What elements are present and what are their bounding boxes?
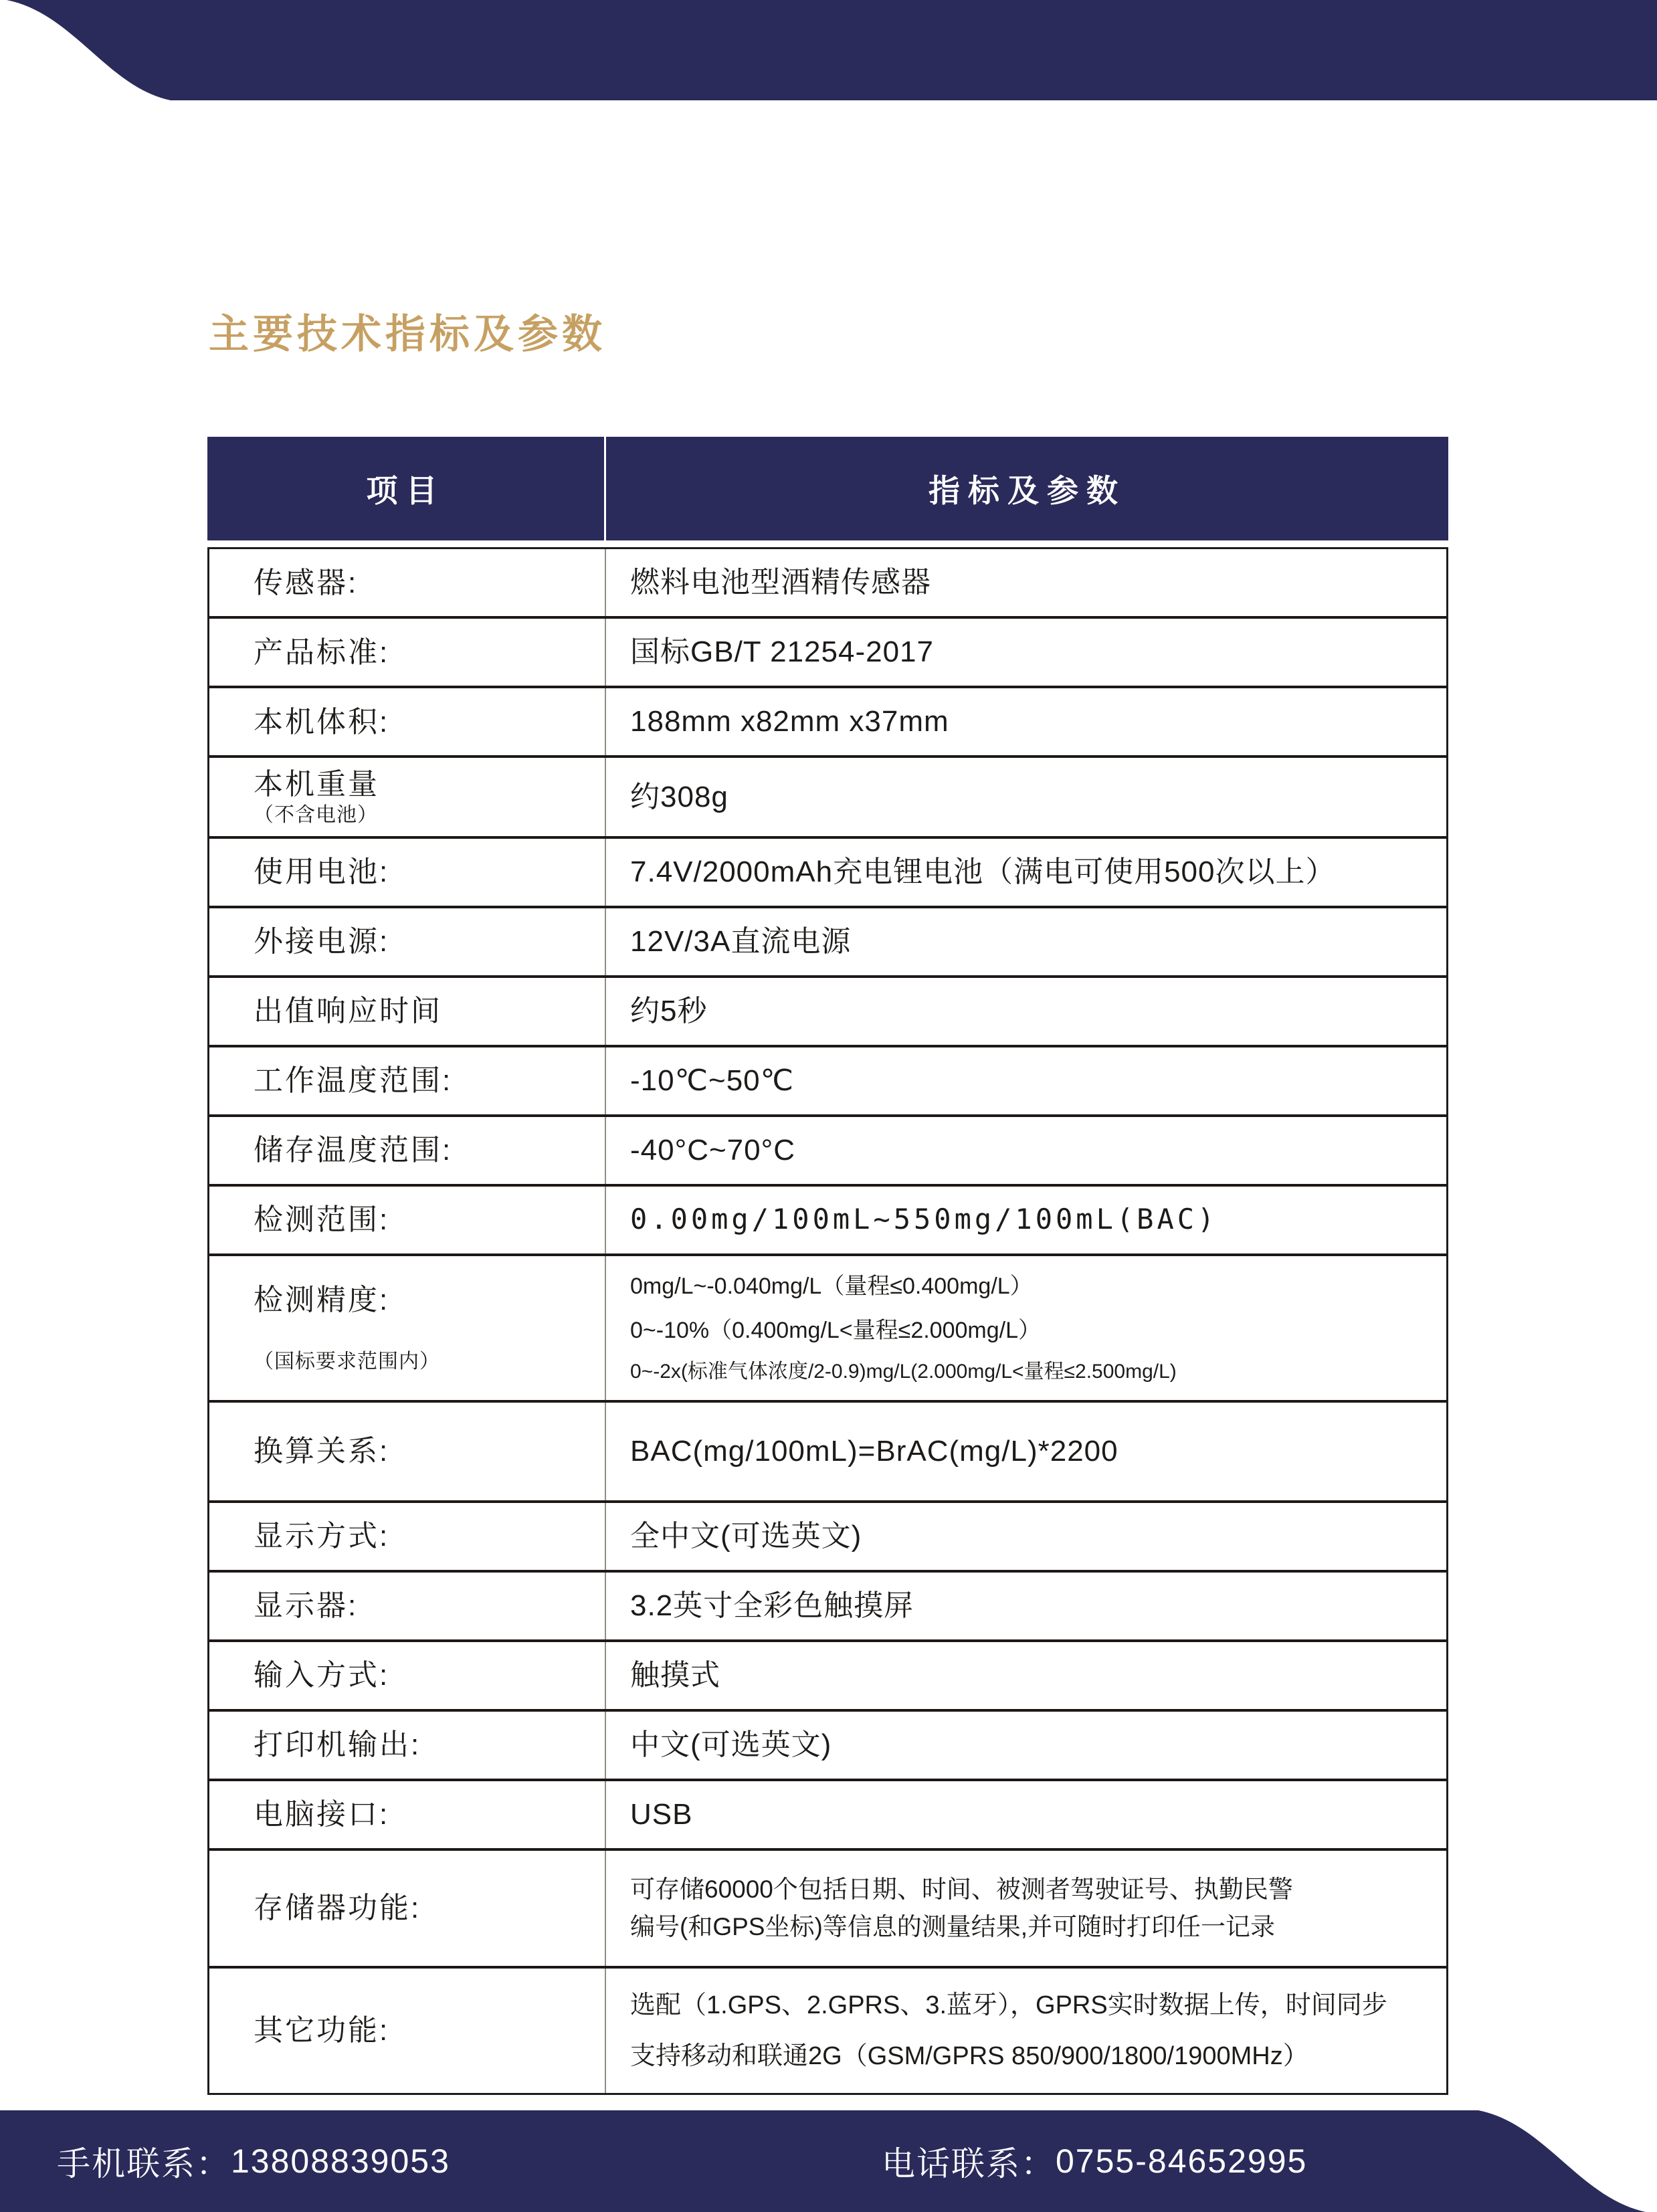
row-label <box>209 1503 606 1570</box>
row-value-line: 0.00mg/100mL~550mg/100mL(BAC) <box>630 1203 1218 1236</box>
row-label-text: 工作温度范围: <box>254 1064 453 1097</box>
row-value-line: 12V/3A直流电源 <box>630 924 852 958</box>
mobile-contact <box>57 2110 450 2212</box>
row-value-line: 选配（1.GPS、2.GPRS、3.蓝牙），GPRS实时数据上传，时间同步 <box>630 1991 1387 2019</box>
table-row <box>209 619 1446 688</box>
table-row <box>209 688 1446 758</box>
row-value-line: 约308g <box>630 780 728 813</box>
row-label-text: 其它功能: <box>254 2014 390 2047</box>
table-row <box>209 758 1446 839</box>
row-value <box>606 1851 1446 1966</box>
row-value <box>606 1256 1446 1400</box>
table-row <box>209 978 1446 1047</box>
row-value-line: 0~-2x(标准气体浓度/2-0.9)mg/L(2.000mg/L<量程≤2.500mg/L) <box>630 1361 1177 1383</box>
row-value-line: USB <box>630 1797 693 1831</box>
row-value-line: 燃料电池型酒精传感器 <box>630 566 931 599</box>
row-label <box>209 619 606 686</box>
row-value <box>606 758 1446 836</box>
row-value-line: 触摸式 <box>630 1658 720 1692</box>
row-label <box>209 1117 606 1184</box>
row-value-line: 0~-10%（0.400mg/L<量程≤2.000mg/L） <box>630 1317 1041 1343</box>
row-label <box>209 978 606 1045</box>
table-row <box>209 1781 1446 1851</box>
mobile-contact-number: 13808839053 <box>231 2142 450 2180</box>
mobile-contact-label: 手机联系： <box>57 2145 231 2183</box>
table-body <box>207 547 1448 2095</box>
row-label-text: 显示方式: <box>254 1520 390 1553</box>
row-label <box>209 1781 606 1848</box>
table-header-row <box>207 437 1448 540</box>
row-value-line: BAC(mg/100mL)=BrAC(mg/L)*2200 <box>630 1434 1118 1468</box>
table-header-item: 项目 <box>207 437 606 540</box>
table-row <box>209 1047 1446 1117</box>
row-label <box>209 839 606 906</box>
row-label-text: 打印机输出: <box>254 1728 421 1762</box>
row-value <box>606 1781 1446 1848</box>
row-value-line: 可存储60000个包括日期、时间、被测者驾驶证号、执勤民警 <box>630 1876 1293 1904</box>
top-band-decoration <box>0 0 1657 100</box>
row-label-text: 存储器功能: <box>254 1892 421 1925</box>
row-label-text: 换算关系: <box>254 1435 390 1468</box>
row-label <box>209 908 606 975</box>
row-label-text: 显示器: <box>254 1589 359 1623</box>
row-value <box>606 978 1446 1045</box>
table-row <box>209 1256 1446 1403</box>
table-row <box>209 1851 1446 1969</box>
row-label <box>209 1851 606 1966</box>
row-label-text: 出值响应时间 <box>254 995 442 1027</box>
row-label <box>209 1642 606 1709</box>
phone-contact-number: 0755-84652995 <box>1056 2142 1308 2180</box>
table-row <box>209 549 1446 619</box>
table-row <box>209 908 1446 978</box>
footer-band <box>0 2110 1657 2212</box>
phone-contact <box>882 2110 1307 2212</box>
row-value-line: 中文(可选英文) <box>630 1728 832 1761</box>
table-row <box>209 839 1446 908</box>
row-value <box>606 1047 1446 1114</box>
row-value <box>606 688 1446 755</box>
row-label-text: 本机重量 <box>254 768 379 801</box>
row-value-line: 188mm x82mm x37mm <box>630 705 949 738</box>
row-label <box>209 1256 606 1400</box>
table-row <box>209 1712 1446 1781</box>
row-value <box>606 1642 1446 1709</box>
row-label-text: 检测范围: <box>254 1203 390 1236</box>
row-label <box>209 1187 606 1253</box>
row-label <box>209 1712 606 1779</box>
table-row <box>209 1503 1446 1573</box>
row-label-text: 产品标准: <box>254 635 390 669</box>
table-row <box>209 1403 1446 1503</box>
row-value <box>606 1969 1446 2093</box>
row-value-line: 约5秒 <box>630 994 708 1027</box>
row-value-line: 全中文(可选英文) <box>630 1519 862 1552</box>
row-label <box>209 1047 606 1114</box>
row-label-text: 本机体积: <box>254 705 390 738</box>
row-label <box>209 688 606 755</box>
row-value-line: 3.2英寸全彩色触摸屏 <box>630 1589 914 1622</box>
row-value <box>606 1712 1446 1779</box>
row-value-line: 国标GB/T 21254-2017 <box>630 635 934 669</box>
row-label-text: 检测精度: <box>254 1283 390 1316</box>
row-label <box>209 1969 606 2093</box>
row-value-line: -40°C~70°C <box>630 1133 795 1167</box>
page-title: 主要技术指标及参数 <box>209 312 606 357</box>
row-label-note: （不含电池） <box>254 804 378 826</box>
row-label-text: 电脑接口: <box>254 1798 390 1831</box>
row-value-line: 0mg/L~-0.040mg/L（量程≤0.400mg/L） <box>630 1273 1033 1299</box>
row-label <box>209 1573 606 1639</box>
row-value-line: 7.4V/2000mAh充电锂电池（满电可使用500次以上） <box>630 855 1336 888</box>
row-label <box>209 1403 606 1500</box>
row-label-text: 储存温度范围: <box>254 1134 453 1167</box>
row-value <box>606 1503 1446 1570</box>
row-label-note: （国标要求范围内） <box>254 1350 440 1373</box>
row-label-text: 输入方式: <box>254 1659 390 1692</box>
spec-table <box>207 437 1448 2095</box>
row-value <box>606 549 1446 616</box>
table-row <box>209 1187 1446 1256</box>
row-label <box>209 549 606 616</box>
row-label-text: 传感器: <box>254 566 359 599</box>
row-value <box>606 839 1446 906</box>
table-row <box>209 1117 1446 1187</box>
row-label-text: 使用电池: <box>254 856 390 888</box>
phone-contact-label: 电话联系： <box>882 2145 1056 2183</box>
row-value <box>606 1187 1446 1253</box>
table-row <box>209 1642 1446 1712</box>
table-row <box>209 1573 1446 1642</box>
table-row <box>209 1969 1446 2093</box>
table-header-specs: 指标及参数 <box>929 473 1126 508</box>
row-value <box>606 1403 1446 1500</box>
row-value <box>606 1117 1446 1184</box>
row-value <box>606 908 1446 975</box>
row-value <box>606 1573 1446 1639</box>
row-value-line: -10℃~50℃ <box>630 1064 795 1097</box>
row-value-line: 支持移动和联通2G（GSM/GPRS 850/900/1800/1900MHz） <box>630 2041 1308 2070</box>
row-label-text: 外接电源: <box>254 925 390 958</box>
row-value <box>606 619 1446 686</box>
row-value-line: 编号(和GPS坐标)等信息的测量结果,并可随时打印任一记录 <box>630 1912 1276 1940</box>
row-label <box>209 758 606 836</box>
